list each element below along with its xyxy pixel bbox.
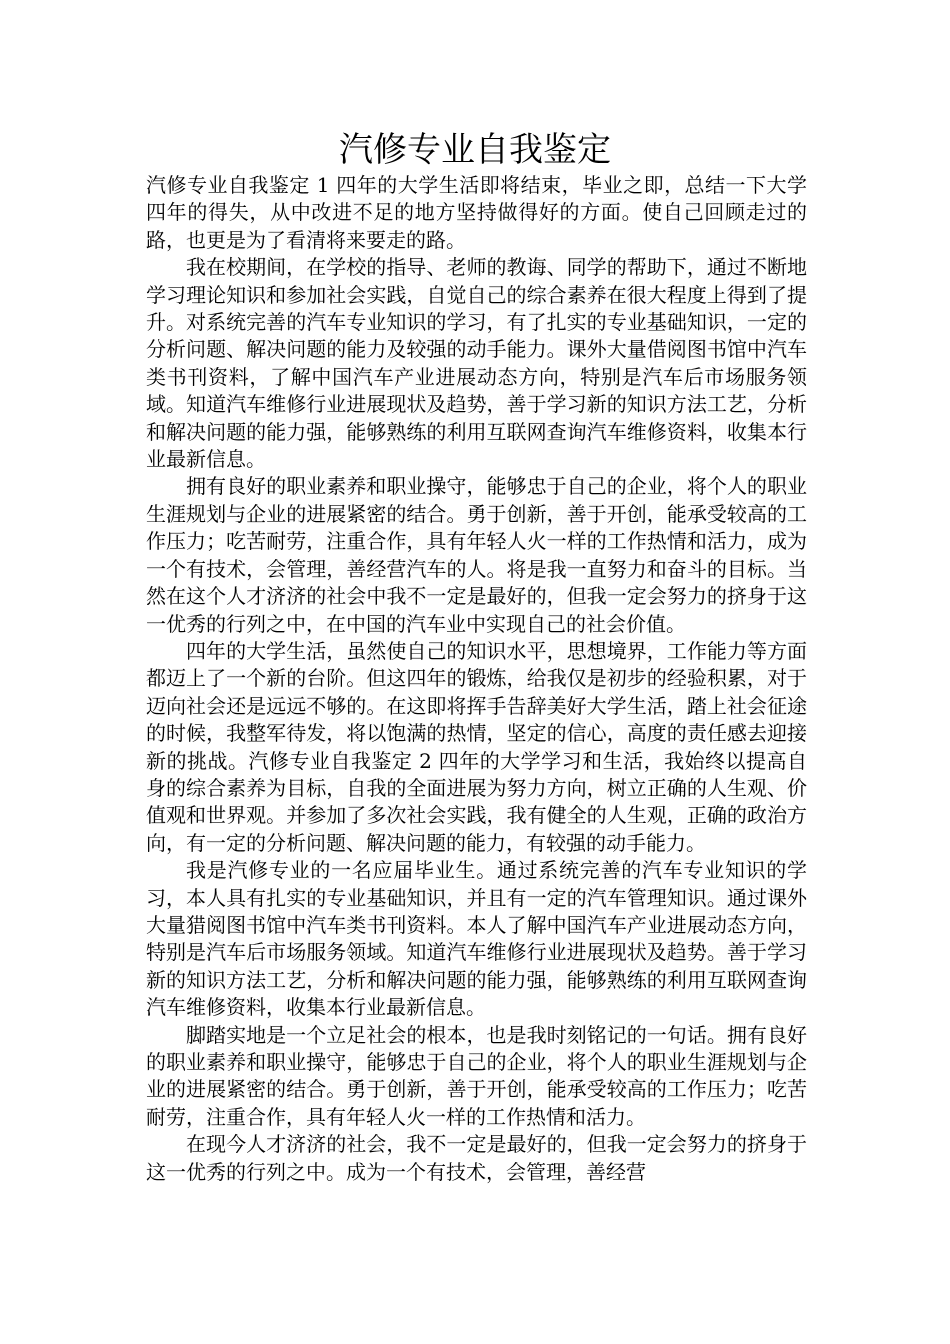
- paragraph-1: 汽修专业自我鉴定 1 四年的大学生活即将结束，毕业之即，总结一下大学四年的得失，从中改进不足的地方坚持做得好的方面。使自己回顾走过的路，也更是为了看清将来要走的路。: [146, 173, 807, 252]
- document-title: 汽修专业自我鉴定: [339, 130, 611, 170]
- paragraph-6: 脚踏实地是一个立足社会的根本，也是我时刻铭记的一句话。拥有良好的职业素养和职业操守，能够忠于自己的企业，将个人的职业生涯规划与企业的进展紧密的结合。勇于创新，善于开创，能承受较高的工作压力；吃苦耐劳，注重合作，具有年轻人火一样的工作热情和活力。: [146, 1022, 807, 1129]
- paragraph-3: 拥有良好的职业素养和职业操守，能够忠于自己的企业，将个人的职业生涯规划与企业的进展紧密的结合。勇于创新，善于开创，能承受较高的工作压力；吃苦耐劳，注重合作，具有年轻人火一样的工作热情和活力，成为一个有技术，会管理，善经营汽车的人。将是我一直努力和奋斗的目标。当然在这个人才济济的社会中我不一定是最好的，但我一定会努力的挤身于这一优秀的行列之中，在中国的汽车业中实现自己的社会价值。: [146, 474, 807, 636]
- paragraph-5: 我是汽修专业的一名应届毕业生。通过系统完善的汽车专业知识的学习，本人具有扎实的专业基础知识，并且有一定的汽车管理知识。通过课外大量猎阅图书馆中汽车类书刊资料。本人了解中国汽车产业进展动态方向，特别是汽车后市场服务领域。知道汽车维修行业进展现状及趋势。善于学习新的知识方法工艺，分析和解决问题的能力强，能够熟练的利用互联网查询汽车维修资料，收集本行业最新信息。: [146, 858, 807, 1020]
- paragraph-4: 四年的大学生活，虽然使自己的知识水平，思想境界，工作能力等方面都迈上了一个新的台阶。但这四年的锻炼，给我仅是初步的经验积累，对于迈向社会还是远远不够的。在这即将挥手告辞美好大学生活，踏上社会征途的时候，我整军待发，将以饱满的热情，坚定的信心，高度的责任感去迎接新的挑战。汽修专业自我鉴定 2 四年的大学学习和生活，我始终以提高自身的综合素养为目标，自我的全面进展为努力方向，树立正确的人生观、价值观和世界观。并参加了多次社会实践，我有健全的人生观，正确的政治方向，有一定的分析问题、解决问题的能力，有较强的动手能力。: [146, 638, 807, 855]
- document-body: [146, 172, 807, 1186]
- paragraph-7: 在现今人才济济的社会，我不一定是最好的，但我一定会努力的挤身于这一优秀的行列之中。成为一个有技术，会管理，善经营: [146, 1132, 807, 1184]
- paragraph-2: 我在校期间，在学校的指导、老师的教诲、同学的帮助下，通过不断地学习理论知识和参加社会实践，自觉自己的综合素养在很大程度上得到了提升。对系统完善的汽车专业知识的学习，有了扎实的专业基础知识，一定的分析问题、解决问题的能力及较强的动手能力。课外大量借阅图书馆中汽车类书刊资料，了解中国汽车产业进展动态方向，特别是汽车后市场服务领域。知道汽车维修行业进展现状及趋势，善于学习新的知识方法工艺，分析和解决问题的能力强，能够熟练的利用互联网查询汽车维修资料，收集本行业最新信息。: [146, 255, 807, 472]
